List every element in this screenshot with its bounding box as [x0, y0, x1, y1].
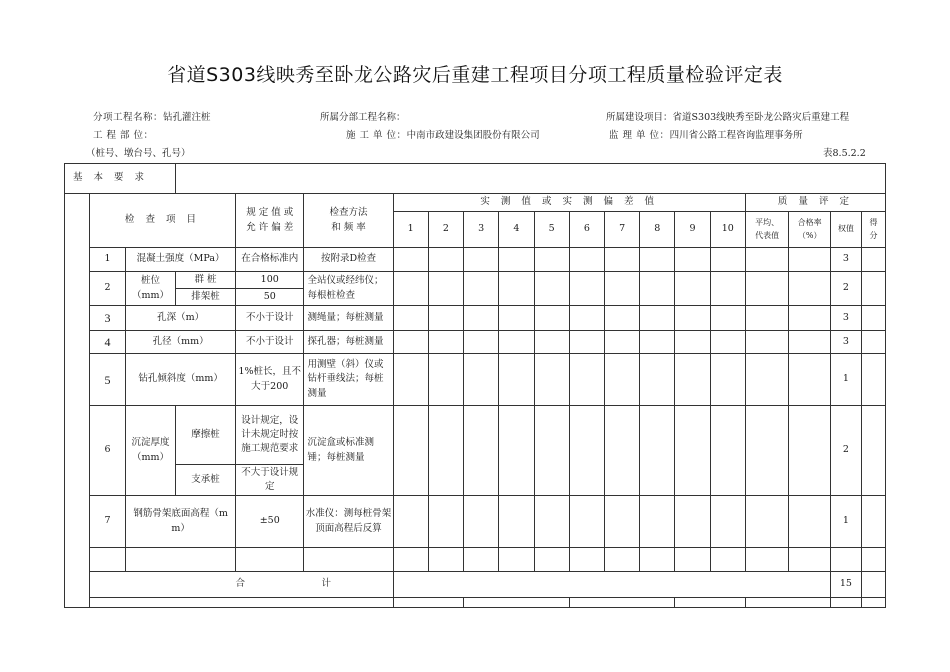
measure-col-4: 4: [499, 212, 534, 248]
form-title: 省道S303线映秀至卧龙公路灾后重建工程项目分项工程质量检验评定表: [167, 64, 783, 86]
division-info: 所属分部工程名称：: [320, 112, 406, 123]
pile-note: （桩号、墩台号、孔号）: [86, 148, 191, 159]
row-weight: 2: [830, 406, 861, 496]
row-number: 7: [89, 496, 125, 548]
table-row: [65, 354, 886, 406]
partial-row: [65, 598, 886, 608]
total-weight: 15: [830, 572, 861, 598]
contractor-info: 施 工 单 位：中南市政建设集团股份有限公司: [346, 130, 540, 141]
construction-project-info: 所属建设项目：省道S303线映秀至卧龙公路灾后重建工程: [606, 112, 850, 123]
site-info: 工 程 部 位：: [93, 130, 154, 141]
table-row: [65, 272, 886, 289]
table-row: [65, 306, 886, 331]
table-row: [65, 496, 886, 548]
empty-row: [65, 548, 886, 572]
row-weight: 3: [830, 306, 861, 331]
row-number: 2: [89, 272, 125, 306]
measure-col-3: 3: [464, 212, 499, 248]
total-row: [65, 572, 886, 598]
basic-requirements-content: [175, 164, 885, 194]
measure-col-1: 1: [393, 212, 428, 248]
row-subitem: 群 桩: [175, 272, 235, 289]
sub-project-value: 钻孔灌注桩: [163, 112, 211, 123]
supervisor-info: 监 理 单 位：四川省公路工程咨询监理事务所: [609, 130, 803, 141]
row-number: 6: [89, 406, 125, 496]
table-row: [65, 406, 886, 465]
row-spec: 100: [236, 272, 304, 289]
row-weight: 1: [830, 496, 861, 548]
supervisor-value: 四川省公路工程咨询监理事务所: [669, 130, 803, 141]
measure-col-8: 8: [640, 212, 675, 248]
sub-project-info: 分项工程名称：钻孔灌注桩: [93, 112, 211, 123]
row-item: 桩位 （mm）: [126, 272, 176, 306]
row-subitem: 摩擦桩: [175, 406, 235, 465]
row-weight: 1: [830, 354, 861, 406]
check-item-header: 检 查 项 目: [89, 194, 235, 248]
row-spec: ±50: [236, 496, 304, 548]
measure-col-9: 9: [675, 212, 710, 248]
total-label: 合 计: [89, 572, 393, 598]
form-number: 表8.5.2.2: [823, 148, 866, 159]
row-weight: 2: [830, 272, 861, 306]
measure-col-10: 10: [710, 212, 745, 248]
contractor-value: 中南市政建设集团股份有限公司: [406, 130, 540, 141]
row-spec: 不小于设计: [236, 306, 304, 331]
measure-col-2: 2: [428, 212, 463, 248]
total-blank: [393, 572, 830, 598]
row-number: 5: [89, 354, 125, 406]
row-spec: 1%桩长，且不大于200: [236, 354, 304, 406]
row-method: 探孔器；每桩测量: [304, 331, 393, 354]
row-item: 混凝土强度（MPa）: [126, 248, 236, 272]
row-spec: 在合格标准内: [236, 248, 304, 272]
row-spec: 50: [236, 289, 304, 306]
measure-col-7: 7: [604, 212, 639, 248]
row-spec: 设计规定，设计未规定时按施工规范要求: [236, 406, 304, 465]
measure-col-6: 6: [569, 212, 604, 248]
score-header: 得 分: [861, 212, 885, 248]
quality-assessment-header: 质 量 评 定: [745, 194, 885, 212]
row-method: 按附录D检查: [304, 248, 393, 272]
header-row-1: [65, 194, 886, 212]
row-method: 沉淀盒或标准测锤；每桩测量: [304, 406, 393, 496]
basic-requirements-row: [65, 164, 886, 194]
average-header: 平均、 代表值: [745, 212, 789, 248]
measured-values-header: 实 测 值 或 实 测 偏 差 值: [393, 194, 745, 212]
spec-header: 规 定 值 或 允 许 偏 差: [236, 194, 304, 248]
measure-col-5: 5: [534, 212, 569, 248]
row-method: 测绳量；每桩测量: [304, 306, 393, 331]
row-weight: 3: [830, 248, 861, 272]
basic-requirements-label: 基 本 要 求: [65, 164, 176, 194]
row-weight: 3: [830, 331, 861, 354]
row-method: 用测壁（斜）仪或钻杆垂线法；每桩测量: [304, 354, 393, 406]
row-method: 全站仪或经纬仪；每根桩检查: [304, 272, 393, 306]
row-number: 4: [89, 331, 125, 354]
construction-project-value: 省道S303线映秀至卧龙公路灾后重建工程: [672, 112, 850, 123]
row-number: 1: [89, 248, 125, 272]
row-item: 孔径（mm）: [126, 331, 236, 354]
row-item: 孔深（m）: [126, 306, 236, 331]
row-subitem: 排架桩: [175, 289, 235, 306]
method-header: 检查方法 和 频 率: [304, 194, 393, 248]
row-item: 钢筋骨架底面高程（mm）: [126, 496, 236, 548]
row-subitem: 支承桩: [175, 465, 235, 496]
pass-rate-header: 合格率 （%）: [789, 212, 830, 248]
left-margin-cell: [65, 194, 90, 608]
table-row: [65, 331, 886, 354]
row-item: 沉淀厚度 （mm）: [126, 406, 176, 496]
row-method: 水准仪：测每桩骨架顶面高程后反算: [304, 496, 393, 548]
row-item: 钻孔倾斜度（mm）: [126, 354, 236, 406]
row-spec: 不小于设计: [236, 331, 304, 354]
quality-inspection-table: [64, 163, 886, 608]
weight-header: 权值: [830, 212, 861, 248]
table-row: [65, 248, 886, 272]
row-number: 3: [89, 306, 125, 331]
row-spec: 不大于设计规定: [236, 465, 304, 496]
